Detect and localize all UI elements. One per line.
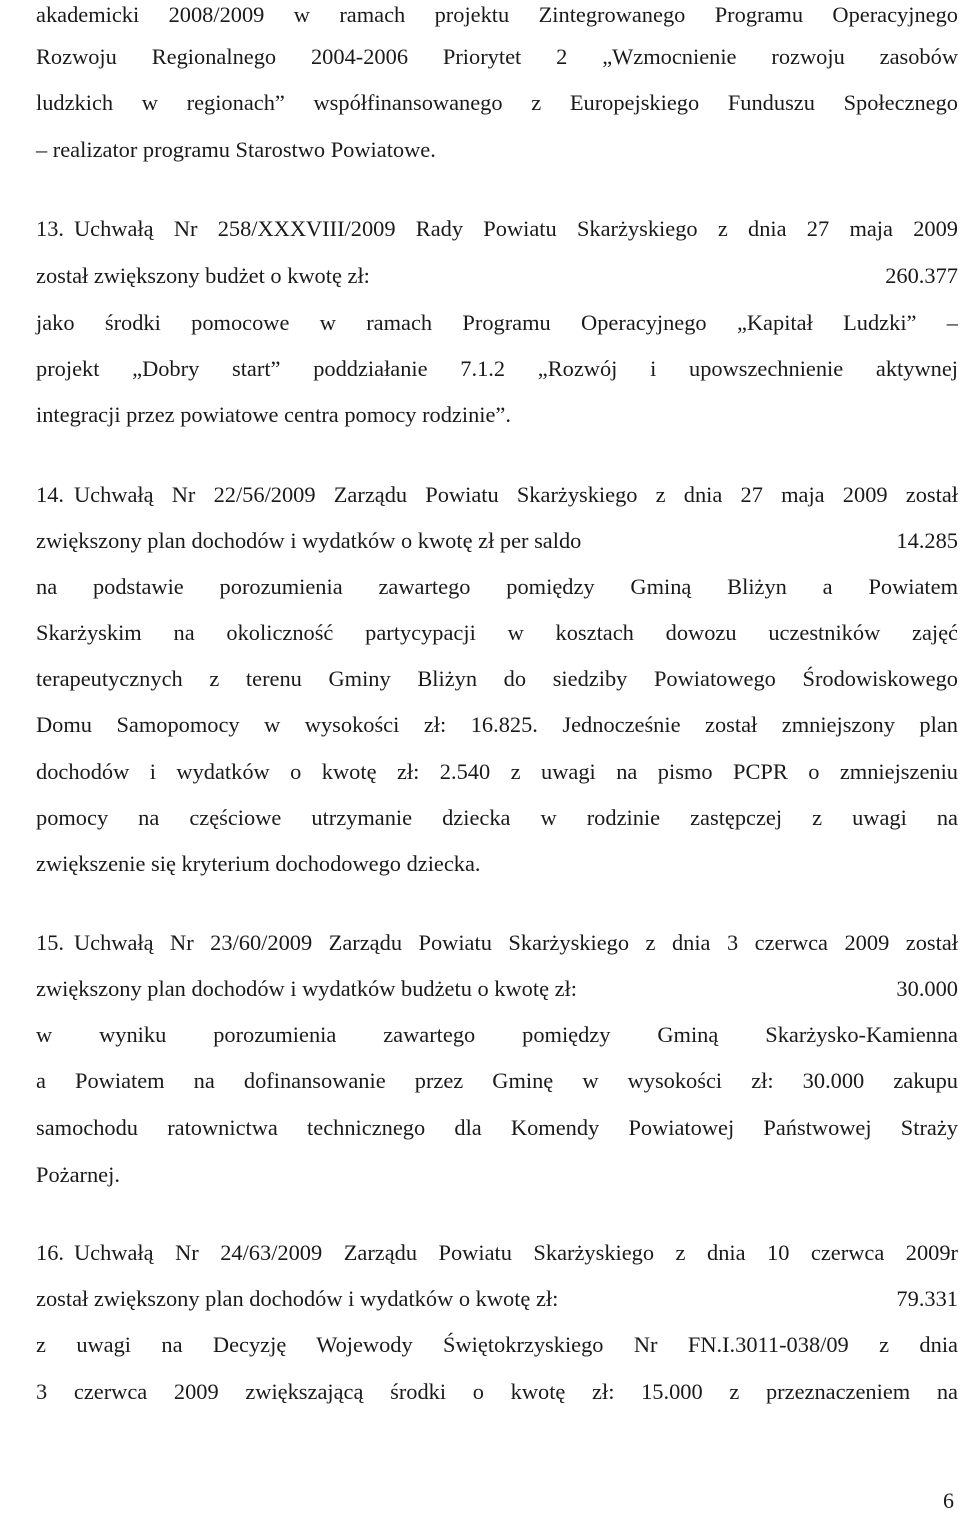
text-line: – realizator programu Starostwo Powiatowe.: [36, 137, 436, 162]
amount-row: [36, 1284, 958, 1314]
amount-value: 14.285: [896, 528, 958, 553]
item-number: 16.: [36, 1240, 64, 1265]
text-line: samochodu ratownictwa technicznego dla Komendy Powiatowej Państwowej Straży: [36, 1115, 958, 1140]
text-line: jako środki pomocowe w ramach Programu Operacyjnego „Kapitał Ludzki” –: [36, 310, 958, 335]
item-first-line: Uchwałą Nr 24/63/2009 Zarządu Powiatu Skarżyskiego z dnia 10 czerwca 2009r: [74, 1240, 958, 1265]
amount-label: zwiększony plan dochodów i wydatków o kwotę zł per saldo: [36, 528, 582, 553]
text-line: ludzkich w regionach” współfinansowanego z Europejskiego Funduszu Społecznego: [36, 90, 958, 115]
item-number: 14.: [36, 482, 64, 507]
amount-value: 260.377: [885, 263, 958, 288]
text-line: Rozwoju Regionalnego 2004-2006 Priorytet 2 „Wzmocnienie rozwoju zasobów: [36, 44, 958, 69]
text-line: Skarżyskim na okoliczność partycypacji w kosztach dowozu uczestników zajęć: [36, 620, 958, 645]
text-line: integracji przez powiatowe centra pomocy rodzinie”.: [36, 402, 511, 427]
text-line: projekt „Dobry start” poddziałanie 7.1.2 „Rozwój i upowszechnienie aktywnej: [36, 356, 958, 381]
page-number: 6: [943, 1488, 954, 1513]
text-line: terapeutycznych z terenu Gminy Bliżyn do siedziby Powiatowego Środowiskowego: [36, 666, 958, 691]
item-number: 13.: [36, 216, 64, 241]
item-first-line: Uchwałą Nr 22/56/2009 Zarządu Powiatu Skarżyskiego z dnia 27 maja 2009 został: [74, 482, 958, 507]
text-line: Domu Samopomocy w wysokości zł: 16.825. Jednocześnie został zmniejszony plan: [36, 712, 958, 737]
list-item-15-heading: [36, 928, 958, 958]
amount-row: [36, 261, 958, 291]
text-line: z uwagi na Decyzję Wojewody Świętokrzyskiego Nr FN.I.3011-038/09 z dnia: [36, 1332, 958, 1357]
text-line: a Powiatem na dofinansowanie przez Gminę w wysokości zł: 30.000 zakupu: [36, 1068, 958, 1093]
text-line: 3 czerwca 2009 zwiększającą środki o kwotę zł: 15.000 z przeznaczeniem na: [36, 1379, 958, 1404]
text-line: na podstawie porozumienia zawartego pomiędzy Gminą Bliżyn a Powiatem: [36, 574, 958, 599]
list-item-13-heading: [36, 214, 958, 244]
item-number: 15.: [36, 930, 64, 955]
text-line: Pożarnej.: [36, 1162, 120, 1187]
amount-row: [36, 974, 958, 1004]
amount-row: [36, 526, 958, 556]
list-item-14-heading: [36, 480, 958, 510]
text-line: pomocy na częściowe utrzymanie dziecka w rodzinie zastępczej z uwagi na: [36, 805, 958, 830]
list-item-16-heading: [36, 1238, 958, 1268]
text-line: dochodów i wydatków o kwotę zł: 2.540 z uwagi na pismo PCPR o zmniejszeniu: [36, 759, 958, 784]
item-first-line: Uchwałą Nr 258/XXXVIII/2009 Rady Powiatu Skarżyskiego z dnia 27 maja 2009: [74, 216, 958, 241]
amount-value: 30.000: [896, 976, 958, 1001]
amount-label: został zwiększony plan dochodów i wydatków o kwotę zł:: [36, 1286, 559, 1311]
amount-value: 79.331: [896, 1286, 958, 1311]
item-first-line: Uchwałą Nr 23/60/2009 Zarządu Powiatu Skarżyskiego z dnia 3 czerwca 2009 został: [74, 930, 958, 955]
text-line: akademicki 2008/2009 w ramach projektu Zintegrowanego Programu Operacyjnego: [36, 2, 958, 27]
amount-label: został zwiększony budżet o kwotę zł:: [36, 263, 370, 288]
text-line: zwiększenie się kryterium dochodowego dziecka.: [36, 851, 481, 876]
text-line: w wyniku porozumienia zawartego pomiędzy Gminą Skarżysko-Kamienna: [36, 1022, 958, 1047]
amount-label: zwiększony plan dochodów i wydatków budżetu o kwotę zł:: [36, 976, 577, 1001]
